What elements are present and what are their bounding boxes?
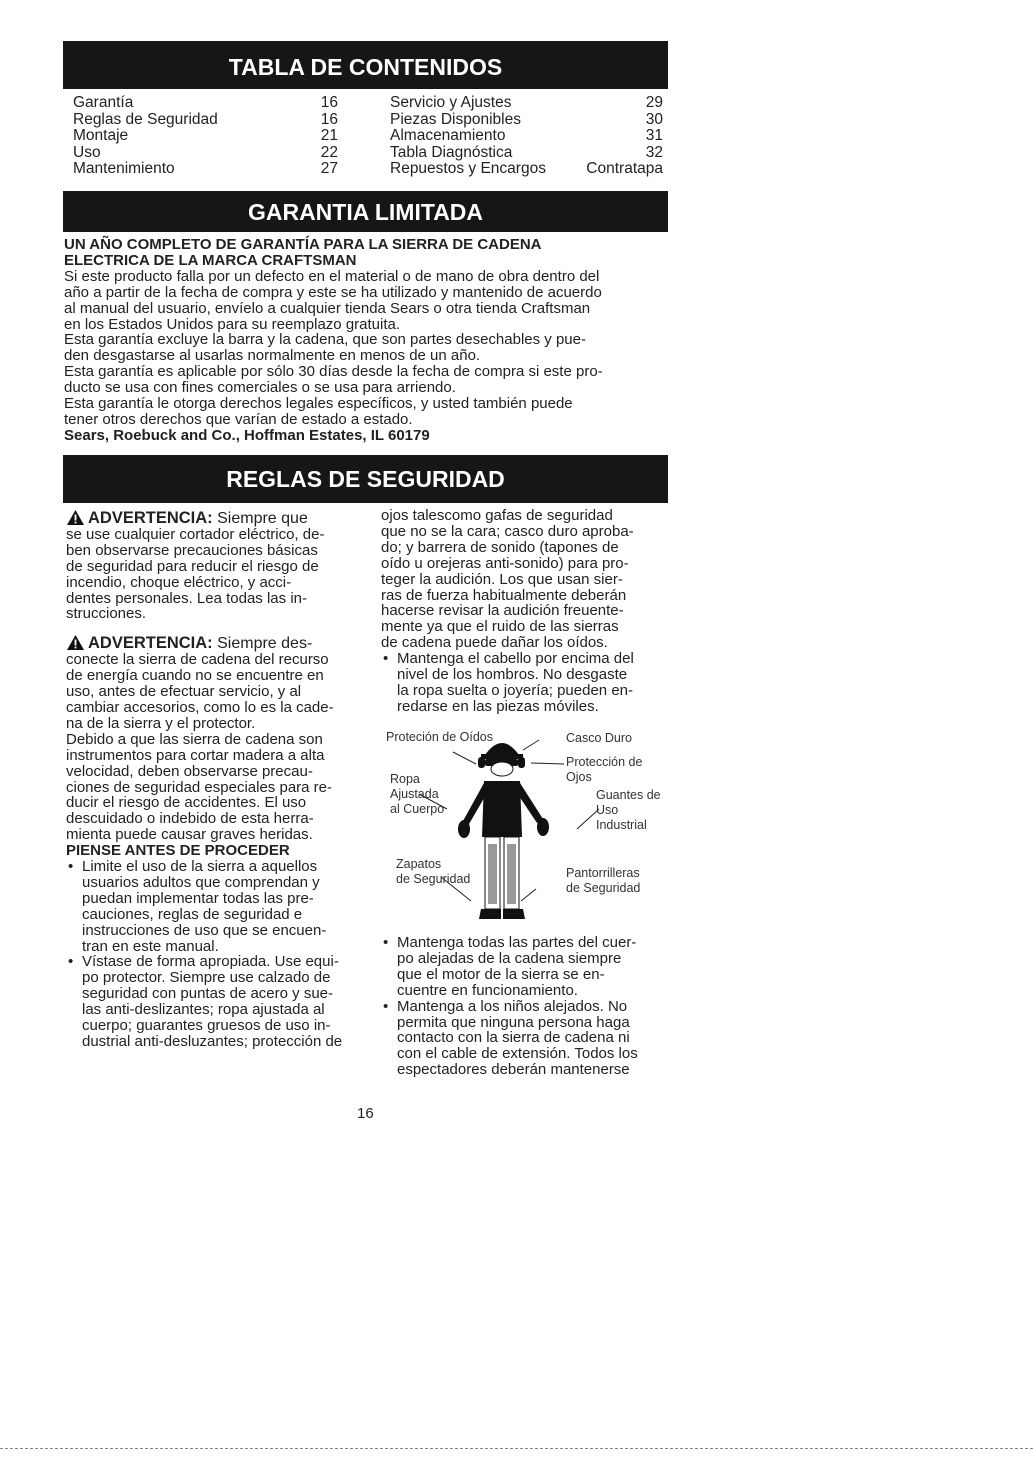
- warning-2-line: uso, antes de efectuar servicio, y al: [66, 683, 302, 701]
- toc-left-column: [73, 95, 338, 178]
- toc-entry: [73, 161, 338, 178]
- toc-entry-page: Contratapa: [586, 160, 663, 178]
- warning-2-line: descuidado o indebido de esta herra-: [66, 810, 314, 828]
- toc-entry-page: 21: [320, 127, 338, 145]
- toc-entry: [73, 112, 338, 129]
- warranty-banner: [63, 191, 668, 232]
- bullet-line: seguridad con puntas de acero y sue-: [82, 985, 333, 1003]
- bullet-line: con el cable de extensión. Todos los: [397, 1045, 638, 1063]
- warning-1-line: incendio, choque eléctrico, y acci-: [66, 573, 292, 591]
- toc-entry-label: Reglas de Seguridad: [73, 110, 218, 128]
- bullet-line: la ropa suelta o joyería; pueden en-: [397, 681, 633, 699]
- warning-1-line: de seguridad para reducir el riesgo de: [66, 557, 319, 575]
- warning-triangle-icon: [66, 634, 85, 651]
- right-top-line: oído u orejeras anti-sonido) para pro-: [381, 554, 629, 572]
- warranty-line: al manual del usuario, envíelo a cualquier tienda Sears o otra tienda Craftsman: [64, 299, 591, 317]
- bullet-line: • Mantenga el cabello por encima del: [397, 650, 634, 668]
- toc-entry-page: 27: [320, 160, 338, 178]
- bullet-line: tran en este manual.: [82, 937, 219, 955]
- think-heading: PIENSE ANTES DE PROCEDER: [66, 842, 290, 860]
- right-top-line: ras de fuerza habitualmente deberán: [381, 586, 627, 604]
- label-clothing-3: al Cuerpo: [390, 802, 445, 816]
- toc-entry-page: 30: [645, 110, 663, 128]
- warning-2-line: ducir el riesgo de accidentes. El uso: [66, 794, 307, 812]
- warranty-heading-1: UN AÑO COMPLETO DE GARANTÍA PARA LA SIERRA DE CADENA: [64, 236, 542, 253]
- warranty-company: Sears, Roebuck and Co., Hoffman Estates, IL 60179: [64, 426, 430, 444]
- safety-right-column: [381, 508, 673, 715]
- warranty-title: GARANTIA LIMITADA: [247, 199, 484, 225]
- bullet-item: [381, 999, 673, 1079]
- bullet-item: [66, 859, 366, 954]
- warning-2-label: ADVERTENCIA:: [88, 634, 213, 653]
- toc-entry-label: Almacenamiento: [390, 127, 506, 145]
- label-clothing-1: Ropa: [390, 772, 420, 786]
- warning-2-line: conecte la sierra de cadena del recurso: [66, 651, 329, 669]
- toc-entry-label: Mantenimiento: [73, 160, 175, 178]
- toc-entry-page: 29: [645, 94, 663, 111]
- warranty-line: Esta garantía le otorga derechos legales específicos, y usted también puede: [64, 395, 573, 413]
- bottom-divider: [0, 1448, 1033, 1449]
- toc-title: TABLA DE CONTENIDOS: [228, 54, 503, 80]
- warning-2-first-line: [66, 634, 366, 652]
- safety-banner: [63, 455, 668, 503]
- warning-1-body: [66, 527, 366, 622]
- label-ear-protection: Proteción de Oídos: [386, 730, 494, 744]
- toc-entry: [390, 161, 663, 178]
- bullet-line: contacto con la sierra de cadena ni: [397, 1029, 630, 1047]
- warranty-line: año a partir de la fecha de compra y este se ha utilizado y mantenido de acuerdo: [64, 283, 602, 301]
- warning-1-lead: Siempre que: [217, 510, 308, 527]
- label-shin-guard-2: de Seguridad: [566, 881, 641, 895]
- toc-entry-label: Piezas Disponibles: [390, 110, 521, 128]
- bullet-line: • Vístase de forma apropiada. Use equi-: [82, 953, 339, 971]
- bullet-line: usuarios adultos que comprendan y: [82, 873, 320, 891]
- label-eye-protection-2: Ojos: [566, 770, 592, 784]
- warning-2-body: [66, 652, 366, 843]
- warning-1-first-line: [66, 509, 366, 527]
- toc-entry-page: 32: [645, 143, 663, 161]
- safety-title: REGLAS DE SEGURIDAD: [226, 466, 505, 492]
- bullet-item: [381, 651, 673, 715]
- bullet-line: cuerpo; guarantes gruesos de uso in-: [82, 1017, 331, 1035]
- warranty-line: Si este producto falla por un defecto en el material o de mano de obra dentro del: [64, 267, 600, 285]
- bullet-line: • Mantenga a los niños alejados. No: [397, 997, 628, 1015]
- warning-2-lead: Siempre des-: [217, 635, 313, 653]
- bullet-line: • Mantenga todas las partes del cuer-: [397, 934, 637, 951]
- bullet-line: que el motor de la sierra se en-: [397, 965, 605, 983]
- toc-entry-label: Montaje: [73, 127, 129, 145]
- toc-entry-page: 31: [645, 127, 663, 145]
- right-top-line: de cadena puede dañar los oídos.: [381, 634, 608, 652]
- right-top-line: hacerse revisar la audición freuente-: [381, 602, 624, 620]
- warning-2-line: na de la sierra y el protector.: [66, 714, 256, 732]
- warranty-line: tener otros derechos que varían de estado a estado.: [64, 410, 413, 428]
- warranty-section: [64, 237, 674, 444]
- warranty-body: [64, 269, 674, 428]
- bullet-item: [381, 935, 673, 999]
- right-top-line: do; y barrera de sonido (tapones de: [381, 538, 619, 556]
- label-clothing-2: Ajustada: [390, 787, 439, 801]
- warranty-line: ducto se usa con fines comerciales o se usa para arriendo.: [64, 379, 456, 397]
- right-top-line: teger la audición. Los que usan sier-: [381, 570, 623, 588]
- bullet-item: [66, 954, 366, 1049]
- right-bullet-list-1: [381, 651, 673, 715]
- warranty-line: Esta garantía es aplicable por sólo 30 días desde la fecha de compra si este pro-: [64, 363, 603, 381]
- warning-1-label: ADVERTENCIA:: [88, 509, 213, 527]
- bullet-line: nivel de los hombros. No desgaste: [397, 666, 628, 684]
- toc-entry-label: Repuestos y Encargos: [390, 160, 546, 178]
- page-number: 16: [357, 1105, 374, 1122]
- warning-triangle-icon: [66, 509, 85, 526]
- warning-2-line: Debido a que las sierra de cadena son: [66, 730, 323, 748]
- warning-2-line: ciones de seguridad especiales para re-: [66, 778, 332, 796]
- safety-right-column-lower: [381, 935, 673, 1078]
- warning-1-line: dentes personales. Lea todas las in-: [66, 589, 307, 607]
- warning-2-line: instrumentos para cortar madera a alta: [66, 746, 325, 764]
- label-shoes-1: Zapatos: [396, 857, 442, 871]
- warning-1-line: ben observarse precauciones básicas: [66, 541, 318, 559]
- toc-entry-label: Tabla Diagnóstica: [390, 143, 513, 161]
- right-top-line: ojos talescomo gafas de seguridad: [381, 507, 613, 524]
- warning-2-line: cambiar accesorios, como lo es la cade-: [66, 698, 334, 716]
- toc-right-column: [390, 95, 663, 178]
- bullet-line: cuentre en funcionamiento.: [397, 981, 578, 999]
- warning-2-line: de energía cuando no se encuentre en: [66, 667, 324, 685]
- toc-banner: [63, 41, 668, 89]
- bullet-line: cauciones, reglas de seguridad e: [82, 905, 303, 923]
- warranty-line: den desgastarse al usarlas normalmente en menos de un año.: [64, 347, 481, 365]
- warning-2-line: velocidad, deben observarse precau-: [66, 762, 313, 780]
- warning-1-line: se use cualquier cortador eléctrico, de-: [66, 525, 325, 543]
- bullet-line: po alejadas de la cadena siempre: [397, 949, 622, 967]
- bullet-line: permita que ninguna persona haga: [397, 1013, 630, 1031]
- right-top-line: mente ya que el ruido de las sierras: [381, 618, 619, 636]
- bullet-line: redarse en las piezas móviles.: [397, 697, 599, 715]
- label-hard-hat: Casco Duro: [566, 731, 632, 745]
- bullet-line: puedan implementar todas las pre-: [82, 889, 314, 907]
- label-shoes-2: de Seguridad: [396, 872, 471, 886]
- left-bullet-list: [66, 859, 366, 1050]
- toc-entry: [390, 128, 663, 145]
- protective-gear-figure: [381, 729, 681, 929]
- bullet-line: instrucciones de uso que se encuen-: [82, 921, 327, 939]
- bullet-line: • Limite el uso de la sierra a aquellos: [82, 858, 318, 876]
- warranty-heading-2: ELECTRICA DE LA MARCA CRAFTSMAN: [64, 251, 357, 269]
- toc-entry-page: 22: [320, 143, 338, 161]
- safety-left-column: [66, 509, 366, 1050]
- right-bullet-list-2: [381, 935, 673, 1078]
- bullet-line: espectadores deberán mantenerse: [397, 1061, 630, 1079]
- toc-entry-page: 16: [320, 94, 338, 111]
- toc-entry: [73, 128, 338, 145]
- label-shin-guard-1: Pantorrilleras: [566, 866, 640, 880]
- warning-2-line: mienta puede causar graves heridas.: [66, 826, 313, 844]
- bullet-line: dustrial anti-desluzantes; protección de: [82, 1033, 343, 1050]
- label-eye-protection-1: Protección de: [566, 755, 643, 769]
- toc-entry: [390, 95, 663, 112]
- toc-entry-label: Servicio y Ajustes: [390, 94, 512, 111]
- warranty-line: Esta garantía excluye la barra y la cadena, que son partes desechables y pue-: [64, 331, 586, 349]
- bullet-line: las anti-deslizantes; ropa ajustada al: [82, 1001, 325, 1019]
- right-top-body: [381, 508, 673, 651]
- toc-entry: [390, 145, 663, 162]
- toc-entry: [73, 145, 338, 162]
- toc-entry: [390, 112, 663, 129]
- toc-entry-label: Garantía: [73, 94, 134, 111]
- warranty-line: en los Estados Unidos para su reemplazo gratuita.: [64, 315, 401, 333]
- label-gloves-2: Uso: [596, 803, 619, 817]
- right-top-line: que no se la cara; casco duro aproba-: [381, 522, 634, 540]
- bullet-line: po protector. Siempre use calzado de: [82, 969, 331, 987]
- toc-entry: [73, 95, 338, 112]
- label-gloves-1: Guantes de: [596, 788, 661, 802]
- warning-1-line: strucciones.: [66, 605, 147, 623]
- toc-entry-label: Uso: [73, 143, 101, 161]
- toc-entry-page: 16: [320, 110, 338, 128]
- label-gloves-3: Industrial: [596, 818, 647, 832]
